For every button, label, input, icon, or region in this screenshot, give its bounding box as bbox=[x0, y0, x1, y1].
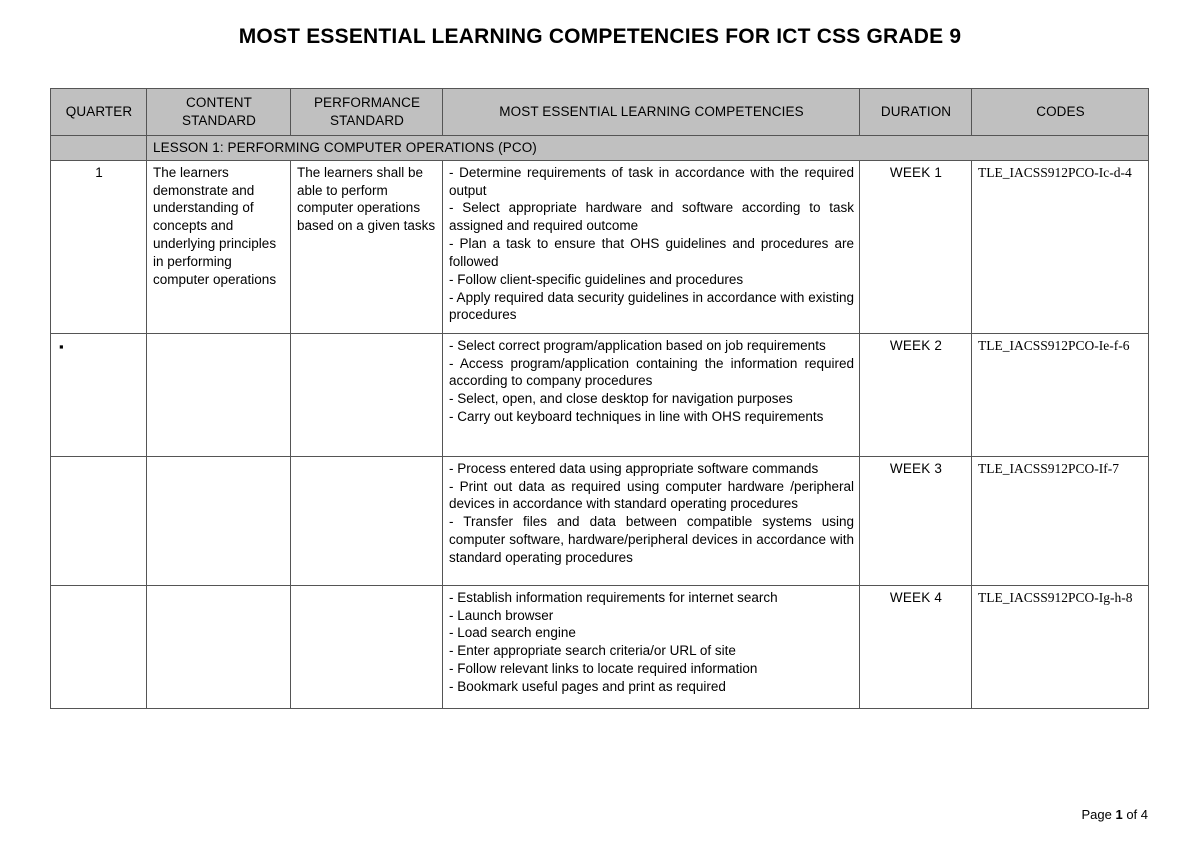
cell-competencies bbox=[443, 160, 860, 333]
competency-item: - Apply required data security guidelines in accordance with existing procedures bbox=[449, 289, 854, 323]
column-header-content-standard-line1: CONTENT bbox=[186, 95, 252, 111]
melc-table-container bbox=[50, 88, 1148, 709]
cell-competencies bbox=[443, 585, 860, 708]
competency-item: - Select, open, and close desktop for navigation purposes bbox=[449, 391, 793, 407]
column-header-content-standard bbox=[147, 89, 291, 136]
table-row bbox=[51, 333, 1149, 456]
column-header-performance-standard-line2: STANDARD bbox=[329, 113, 405, 128]
cell-performance-standard bbox=[291, 585, 443, 708]
table-row bbox=[51, 160, 1149, 333]
cell-duration: WEEK 1 bbox=[860, 160, 972, 333]
table-row bbox=[51, 585, 1149, 708]
header-row bbox=[51, 89, 1149, 136]
competency-item: - Establish information requirements for internet search bbox=[449, 589, 778, 605]
competency-item: - Select appropriate hardware and software according to task assigned and required outcome bbox=[449, 200, 854, 234]
cell-quarter bbox=[51, 585, 147, 708]
cell-code: TLE_IACSS912PCO-If-7 bbox=[972, 456, 1149, 585]
competency-item: - Print out data as required using computer hardware /peripheral devices in accordance with standard operating procedures bbox=[449, 478, 854, 512]
lesson-header-row bbox=[51, 136, 1149, 161]
cell-performance-standard: The learners shall be able to perform computer operations based on a given tasks bbox=[291, 160, 443, 333]
competency-item: - Launch browser bbox=[449, 607, 554, 623]
cell-content-standard bbox=[147, 333, 291, 456]
competency-item: - Enter appropriate search criteria/or URL of site bbox=[449, 643, 736, 659]
cell-quarter bbox=[51, 456, 147, 585]
competency-item: - Follow client-specific guidelines and procedures bbox=[449, 271, 744, 287]
cell-duration: WEEK 3 bbox=[860, 456, 972, 585]
cell-code: TLE_IACSS912PCO-Ic-d-4 bbox=[972, 160, 1149, 333]
column-header-content-standard-line2: STANDARD bbox=[181, 113, 257, 128]
cell-competencies bbox=[443, 333, 860, 456]
cell-performance-standard bbox=[291, 456, 443, 585]
column-header-duration: DURATION bbox=[860, 89, 972, 136]
table-header bbox=[51, 89, 1149, 136]
competency-item: - Plan a task to ensure that OHS guidelines and procedures are followed bbox=[449, 236, 854, 269]
lesson-quarter-cell bbox=[51, 136, 147, 161]
cell-quarter: ▪ bbox=[51, 333, 147, 456]
competency-item: - Process entered data using appropriate software commands bbox=[449, 460, 819, 476]
competency-item: - Transfer files and data between compatible systems using computer software, hardware/peripheral devices in accordance with standard operating procedures bbox=[449, 514, 854, 565]
cell-content-standard bbox=[147, 585, 291, 708]
competency-item: - Follow relevant links to locate required information bbox=[449, 661, 758, 677]
column-header-melc: MOST ESSENTIAL LEARNING COMPETENCIES bbox=[443, 89, 860, 136]
column-header-performance-standard bbox=[291, 89, 443, 136]
cell-duration: WEEK 2 bbox=[860, 333, 972, 456]
competency-item: - Determine requirements of task in accordance with the required output bbox=[449, 164, 854, 198]
cell-content-standard bbox=[147, 456, 291, 585]
competency-item: - Load search engine bbox=[449, 625, 576, 641]
table-row bbox=[51, 456, 1149, 585]
competency-item: - Bookmark useful pages and print as required bbox=[449, 678, 726, 694]
cell-code: TLE_IACSS912PCO-Ie-f-6 bbox=[972, 333, 1149, 456]
melc-table bbox=[50, 88, 1149, 709]
page-title: MOST ESSENTIAL LEARNING COMPETENCIES FOR ICT CSS GRADE 9 bbox=[238, 25, 962, 48]
competency-item: - Access program/application containing the information required according to company procedures bbox=[449, 355, 854, 389]
cell-quarter: 1 bbox=[51, 160, 147, 333]
competency-item: - Carry out keyboard techniques in line with OHS requirements bbox=[449, 409, 824, 425]
cell-duration: WEEK 4 bbox=[860, 585, 972, 708]
lesson-title-cell: LESSON 1: PERFORMING COMPUTER OPERATIONS (PCO) bbox=[147, 136, 1149, 161]
column-header-performance-standard-line1: PERFORMANCE bbox=[313, 95, 421, 111]
footer-page-number: 1 bbox=[1115, 807, 1123, 822]
cell-performance-standard bbox=[291, 333, 443, 456]
column-header-codes: CODES bbox=[972, 89, 1149, 136]
table-body bbox=[51, 136, 1149, 709]
footer-prefix: Page bbox=[1081, 807, 1116, 822]
footer-suffix: of 4 bbox=[1122, 807, 1148, 822]
cell-code: TLE_IACSS912PCO-Ig-h-8 bbox=[972, 585, 1149, 708]
column-header-quarter: QUARTER bbox=[51, 89, 147, 136]
cell-content-standard: The learners demonstrate and understanding of concepts and underlying principles in performing computer operations bbox=[147, 160, 291, 333]
page-footer bbox=[1081, 807, 1148, 822]
competency-item: - Select correct program/application based on job requirements bbox=[449, 337, 826, 353]
cell-competencies bbox=[443, 456, 860, 585]
